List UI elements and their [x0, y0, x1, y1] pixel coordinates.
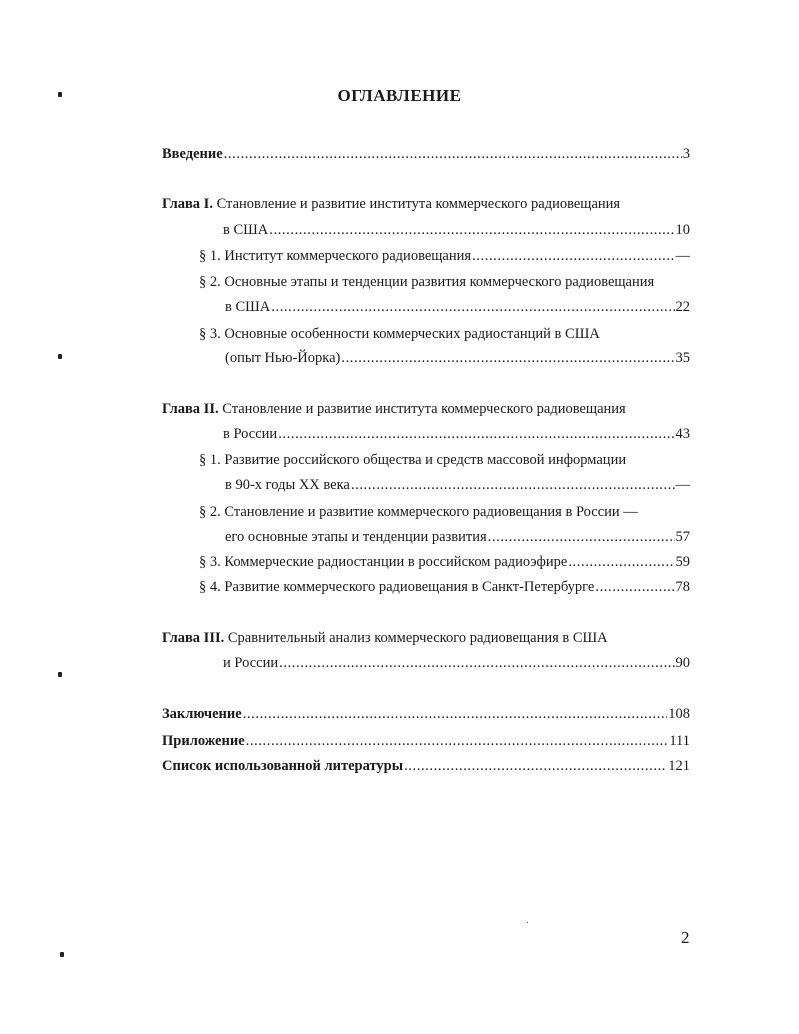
toc-page-number: 10: [675, 222, 690, 238]
toc-page-number: 35: [675, 350, 690, 366]
section-title: § 3. Основные особенности коммерческих радиостанций в США: [199, 326, 600, 342]
scan-speck: [527, 922, 528, 923]
toc-section-2-4[interactable]: [199, 577, 690, 597]
chapter-label: Глава I.: [162, 196, 213, 212]
section-title: § 2. Становление и развитие коммерческого радиовещания в России —: [199, 504, 638, 520]
toc-entry-intro[interactable]: [162, 144, 690, 164]
dot-leader: [224, 144, 682, 164]
chapter-title: Становление и развитие института коммерческого радиовещания: [216, 196, 621, 212]
toc-entry-label: Заключение: [162, 706, 242, 722]
toc-section-1-2-heading[interactable]: [199, 272, 654, 292]
dot-leader: [341, 348, 674, 368]
toc-page-number: 43: [675, 426, 690, 442]
toc-entry-label: Приложение: [162, 733, 245, 749]
toc-page-number: 108: [668, 706, 690, 722]
section-title: § 1. Развитие российского общества и средств массовой информации: [199, 452, 627, 468]
toc-chapter-2[interactable]: [223, 424, 690, 444]
toc-chapter-2-heading[interactable]: [162, 399, 626, 419]
toc-page-number: 57: [675, 529, 690, 545]
section-title: § 3. Коммерческие радиостанции в российском радиоэфире: [199, 554, 568, 570]
dot-leader: [269, 220, 674, 240]
chapter-label: Глава III.: [162, 630, 225, 646]
dot-leader: [472, 246, 674, 266]
binder-hole-mark: [58, 354, 62, 359]
toc-entry-appendix[interactable]: [162, 731, 690, 751]
toc-section-1-1[interactable]: [199, 246, 690, 266]
section-title-continued: в США: [225, 299, 271, 315]
dot-leader: [404, 756, 667, 776]
chapter-label: Глава II.: [162, 401, 219, 417]
toc-section-1-3[interactable]: [225, 348, 690, 368]
toc-page-number: 111: [669, 733, 690, 749]
toc-entry-conclusion[interactable]: [162, 704, 690, 724]
toc-page-number: 59: [675, 554, 690, 570]
toc-entry-label: Введение: [162, 146, 223, 162]
section-title-continued: его основные этапы и тенденции развития: [225, 529, 487, 545]
binder-hole-mark: [58, 672, 62, 677]
toc-section-2-1-heading[interactable]: [199, 450, 626, 470]
dot-leader: [271, 297, 674, 317]
dot-leader: [278, 424, 674, 444]
toc-section-2-2-heading[interactable]: [199, 502, 638, 522]
toc-chapter-1-heading[interactable]: [162, 194, 620, 214]
toc-entry-label: Список использованной литературы: [162, 758, 404, 774]
toc-page-number: 90: [675, 655, 690, 671]
dot-leader: [488, 527, 675, 547]
section-title: § 4. Развитие коммерческого радиовещания в Санкт-Петербурге: [199, 579, 595, 595]
toc-chapter-3[interactable]: [223, 653, 690, 673]
binder-hole-mark: [58, 92, 62, 97]
toc-page-number: 121: [668, 758, 690, 774]
toc-page-number: 78: [675, 579, 690, 595]
toc-page-number: —: [675, 477, 690, 493]
chapter-title: Сравнительный анализ коммерческого радиовещания в США: [227, 630, 608, 646]
dot-leader: [595, 577, 674, 597]
toc-page-number: —: [675, 248, 690, 264]
dot-leader: [243, 704, 668, 724]
chapter-title-continued: и России: [223, 655, 279, 671]
dot-leader: [246, 731, 669, 751]
toc-chapter-1[interactable]: [223, 220, 690, 240]
dot-leader: [279, 653, 674, 673]
section-title-continued: в 90-х годы XX века: [225, 477, 350, 493]
toc-page-number: 22: [675, 299, 690, 315]
page-number: 2: [681, 928, 690, 947]
dot-leader: [568, 552, 674, 572]
toc-section-2-1[interactable]: [225, 475, 690, 495]
section-title-continued: (опыт Нью-Йорка): [225, 350, 341, 366]
toc-chapter-3-heading[interactable]: [162, 628, 608, 648]
chapter-title-continued: в России: [223, 426, 278, 442]
chapter-title-continued: в США: [223, 222, 269, 238]
toc-page-number: 3: [682, 146, 690, 162]
toc-entry-references[interactable]: [162, 756, 690, 776]
toc-section-2-2[interactable]: [225, 527, 690, 547]
toc-section-1-3-heading[interactable]: [199, 324, 600, 344]
toc-section-2-3[interactable]: [199, 552, 690, 572]
section-title: § 1. Институт коммерческого радиовещания: [199, 248, 472, 264]
binder-hole-mark: [60, 952, 64, 957]
chapter-title: Становление и развитие института коммерческого радиовещания: [222, 401, 626, 417]
page-title: ОГЛАВЛЕНИЕ: [337, 86, 462, 105]
toc-section-1-2[interactable]: [225, 297, 690, 317]
section-title: § 2. Основные этапы и тенденции развития коммерческого радиовещания: [199, 274, 655, 290]
dot-leader: [351, 475, 675, 495]
